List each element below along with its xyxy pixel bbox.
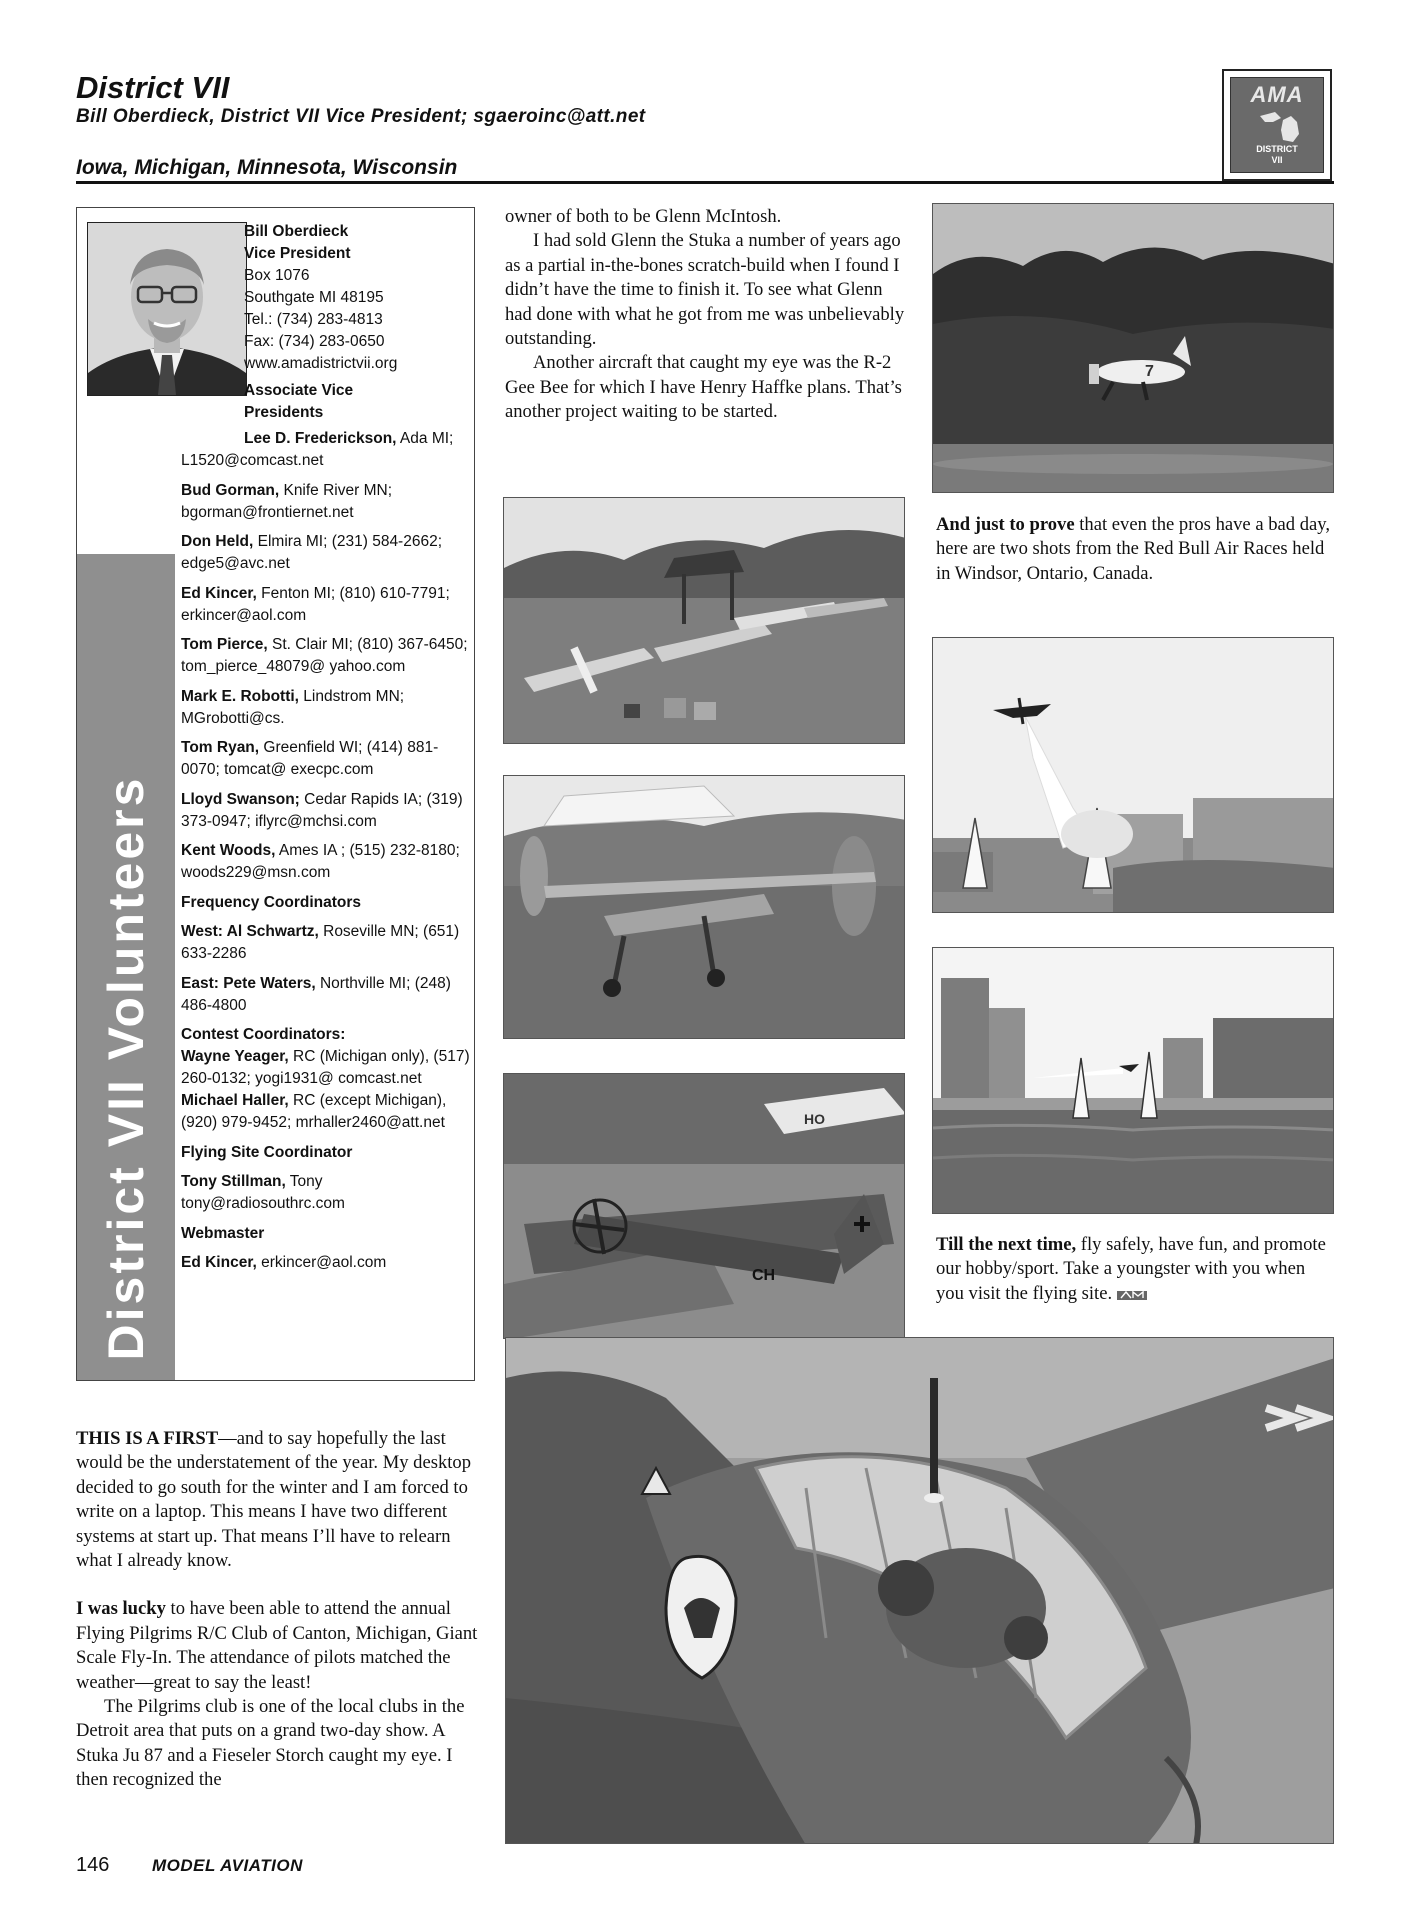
- volunteer-entry: Tom Ryan, Greenfield WI; (414) 881-0070; tomcat@ execpc.com: [181, 739, 439, 778]
- logo-panel: [1230, 77, 1324, 173]
- logo-ama-text: AMA: [1250, 82, 1304, 107]
- article-paragraph: owner of both to be Glenn McIntosh.: [505, 206, 782, 227]
- flightline-image: [504, 498, 905, 744]
- photo-red-bull-river: [932, 947, 1334, 1214]
- frequency-entry: West: Al Schwartz, Roseville MN; (651) 633-2286: [181, 923, 460, 962]
- page-title: District VII: [76, 70, 230, 105]
- webmaster-entry: Ed Kincer, erkincer@aol.com: [181, 1254, 387, 1271]
- volunteer-entry: Tom Pierce, St. Clair MI; (810) 367-6450; tom_pierce_48079@ yahoo.com: [181, 636, 468, 675]
- volunteer-list: [181, 428, 471, 1282]
- volunteer-entry: Lee D. Frederickson, Ada MI; L1520@comcast.net: [181, 430, 454, 469]
- volunteers-sidebar: [76, 207, 475, 1381]
- article-paragraph: The Pilgrims club is one of the local clubs in the Detroit area that puts on a grand two-day show. A Stuka Ju 87 and a Fieseler Storch caught my eye. I then recognized the: [76, 1696, 465, 1791]
- logo-district-text: DISTRICT VII: [1256, 144, 1298, 165]
- vp-website-link[interactable]: www.amadistrictvii.org: [244, 355, 398, 372]
- vp-fax: Fax: (734) 283-0650: [244, 333, 385, 350]
- article-column-left: [76, 1427, 478, 1793]
- svg-text:HO: HO: [804, 1111, 825, 1127]
- contest-heading: Contest Coordinators:: [181, 1026, 346, 1043]
- stuka-squadron-code: CH: [752, 1267, 776, 1284]
- contest-entry: Michael Haller, RC (except Michigan), (920) 979-9452; mrhaller2460@att.net: [181, 1092, 447, 1131]
- vp-address1: Box 1076: [244, 267, 310, 284]
- photo-stuka-ground: [503, 1073, 905, 1339]
- volunteer-entry: Mark E. Robotti, Lindstrom MN; MGrobotti@cs.: [181, 687, 405, 727]
- caption-closing: Till the next time, fly safely, have fun, and promote our hobby/sport. Take a youngster with you when you visit the flying site.: [936, 1234, 1326, 1304]
- magazine-name: MODEL AVIATION: [152, 1856, 303, 1875]
- webmaster-heading: Webmaster: [181, 1224, 265, 1242]
- assoc-vp-heading-2: Presidents: [244, 404, 324, 421]
- article-paragraph: THIS IS A FIRST—and to say hopefully the last would be the understatement of the year. My desktop decided to go south for the winter and I am forced to write on a laptop. This means I have two different systems at start up. That means I’ll have to relearn what I already know.: [76, 1428, 472, 1572]
- frequency-heading: Frequency Coordinators: [181, 893, 361, 911]
- stuka-cockpit-image: [506, 1338, 1334, 1844]
- volunteer-entry: Don Held, Elmira MI; (231) 584-2662; edge5@avc.net: [181, 533, 443, 572]
- volunteer-entry: Lloyd Swanson; Cedar Rapids IA; (319) 373-0947; iflyrc@mchsi.com: [181, 790, 463, 830]
- michigan-map-icon: [1255, 108, 1305, 144]
- ama-district-logo: [1222, 69, 1332, 181]
- photo-fieseler-storch: [503, 775, 905, 1039]
- photo-stuka-cockpit: [505, 1337, 1334, 1844]
- volunteer-entry: Kent Woods, Ames IA ; (515) 232-8180; woods229@msn.com: [181, 842, 460, 881]
- article-paragraph: Another aircraft that caught my eye was the R-2 Gee Bee for which I have Henry Haffke plans. That’s another project waiting to be started.: [505, 352, 902, 423]
- red-bull-race-image: [933, 638, 1334, 913]
- article-paragraph: I had sold Glenn the Stuka a number of years ago as a partial in-the-bones scratch-build when I found I didn’t have the time to finish it. To see what Glenn had done with what he got from me was unbelievably outstanding.: [505, 230, 905, 350]
- volunteer-entry: Ed Kincer, Fenton MI; (810) 610-7791; erkincer@aol.com: [181, 584, 450, 624]
- caption-red-bull: And just to prove that even the pros have a bad day, here are two shots from the Red Bull Air Races held in Windsor, Ontario, Canada.: [936, 514, 1331, 584]
- vp-role: Vice President: [244, 245, 351, 262]
- article-column-middle: [505, 205, 905, 425]
- frequency-entry: East: Pete Waters, Northville MI; (248) 486-4800: [181, 974, 451, 1014]
- ama-end-mark-icon: [1117, 1288, 1147, 1302]
- page-number: 146: [76, 1854, 110, 1876]
- header-rule: [76, 181, 1334, 184]
- geebee-race-number: 7: [1145, 363, 1154, 380]
- stuka-ground-image: [504, 1074, 905, 1339]
- vp-contact-block: [244, 221, 470, 424]
- geebee-flight-image: [933, 204, 1334, 493]
- flying-site-heading: Flying Site Coordinator: [181, 1143, 353, 1161]
- vp-address2: Southgate MI 48195: [244, 289, 384, 306]
- portrait-illustration: [88, 223, 246, 395]
- photo-red-bull-race: [932, 637, 1334, 913]
- article-paragraph: I was lucky to have been able to attend the annual Flying Pilgrims R/C Club of Canton, Michigan, Giant Scale Fly-In. The attendance of pilots matched the weather—great to say the least!: [76, 1598, 478, 1693]
- photo-geebee-flight: [932, 203, 1334, 493]
- district-states: Iowa, Michigan, Minnesota, Wisconsin: [76, 156, 458, 179]
- flying-site-entry: Tony Stillman, Tony tony@radiosouthrc.com: [181, 1173, 345, 1212]
- storch-image: [504, 776, 905, 1039]
- vp-portrait-photo: [87, 222, 247, 396]
- river-race-image: [933, 948, 1334, 1214]
- page-subtitle: Bill Oberdieck, District VII Vice President; sgaeroinc@att.net: [76, 106, 646, 127]
- photo-flightline-models: [503, 497, 905, 744]
- assoc-vp-heading-1: Associate Vice: [244, 382, 354, 399]
- vp-name: Bill Oberdieck: [244, 223, 349, 240]
- contest-entry: Wayne Yeager, RC (Michigan only), (517) 260-0132; yogi1931@ comcast.net: [181, 1048, 470, 1087]
- vp-tel: Tel.: (734) 283-4813: [244, 311, 383, 328]
- sidebar-vertical-title: District VII Volunteers: [98, 775, 154, 1361]
- volunteer-entry: Bud Gorman, Knife River MN; bgorman@frontiernet.net: [181, 481, 393, 521]
